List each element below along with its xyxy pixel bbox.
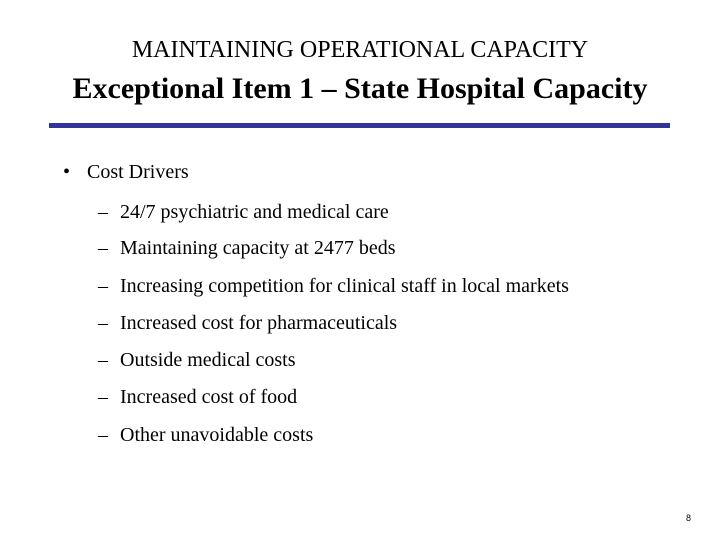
page-number: 8 xyxy=(686,513,692,523)
dash-icon: – xyxy=(98,312,108,334)
dash-icon: – xyxy=(98,386,108,408)
sub-item xyxy=(98,348,296,372)
sub-item xyxy=(98,423,313,447)
sub-item-text: Increased cost of food xyxy=(120,386,298,408)
slide-supertitle: MAINTAINING OPERATIONAL CAPACITY xyxy=(131,37,589,63)
bullet-cost-drivers xyxy=(63,160,189,184)
sub-item-text: Other unavoidable costs xyxy=(120,424,314,446)
dash-icon: – xyxy=(98,275,108,297)
sub-item-text: Maintaining capacity at 2477 beds xyxy=(120,237,396,259)
dash-icon: – xyxy=(98,237,108,259)
sub-item xyxy=(98,385,297,409)
slide-title: Exceptional Item 1 – State Hospital Capacity xyxy=(72,72,648,105)
sub-item xyxy=(98,311,397,335)
sub-item-text: 24/7 psychiatric and medical care xyxy=(120,201,389,223)
sub-item xyxy=(98,200,389,224)
dash-icon: – xyxy=(98,201,108,223)
bullet-label: Cost Drivers xyxy=(87,161,189,183)
bullet-icon: • xyxy=(63,161,71,183)
sub-item-text: Increasing competition for clinical staff in local markets xyxy=(120,275,569,297)
sub-item-text: Outside medical costs xyxy=(120,349,296,371)
sub-item-text: Increased cost for pharmaceuticals xyxy=(120,312,398,334)
dash-icon: – xyxy=(98,424,108,446)
sub-item xyxy=(98,236,395,260)
title-divider xyxy=(49,123,670,128)
dash-icon: – xyxy=(98,349,108,371)
sub-item xyxy=(98,274,569,298)
